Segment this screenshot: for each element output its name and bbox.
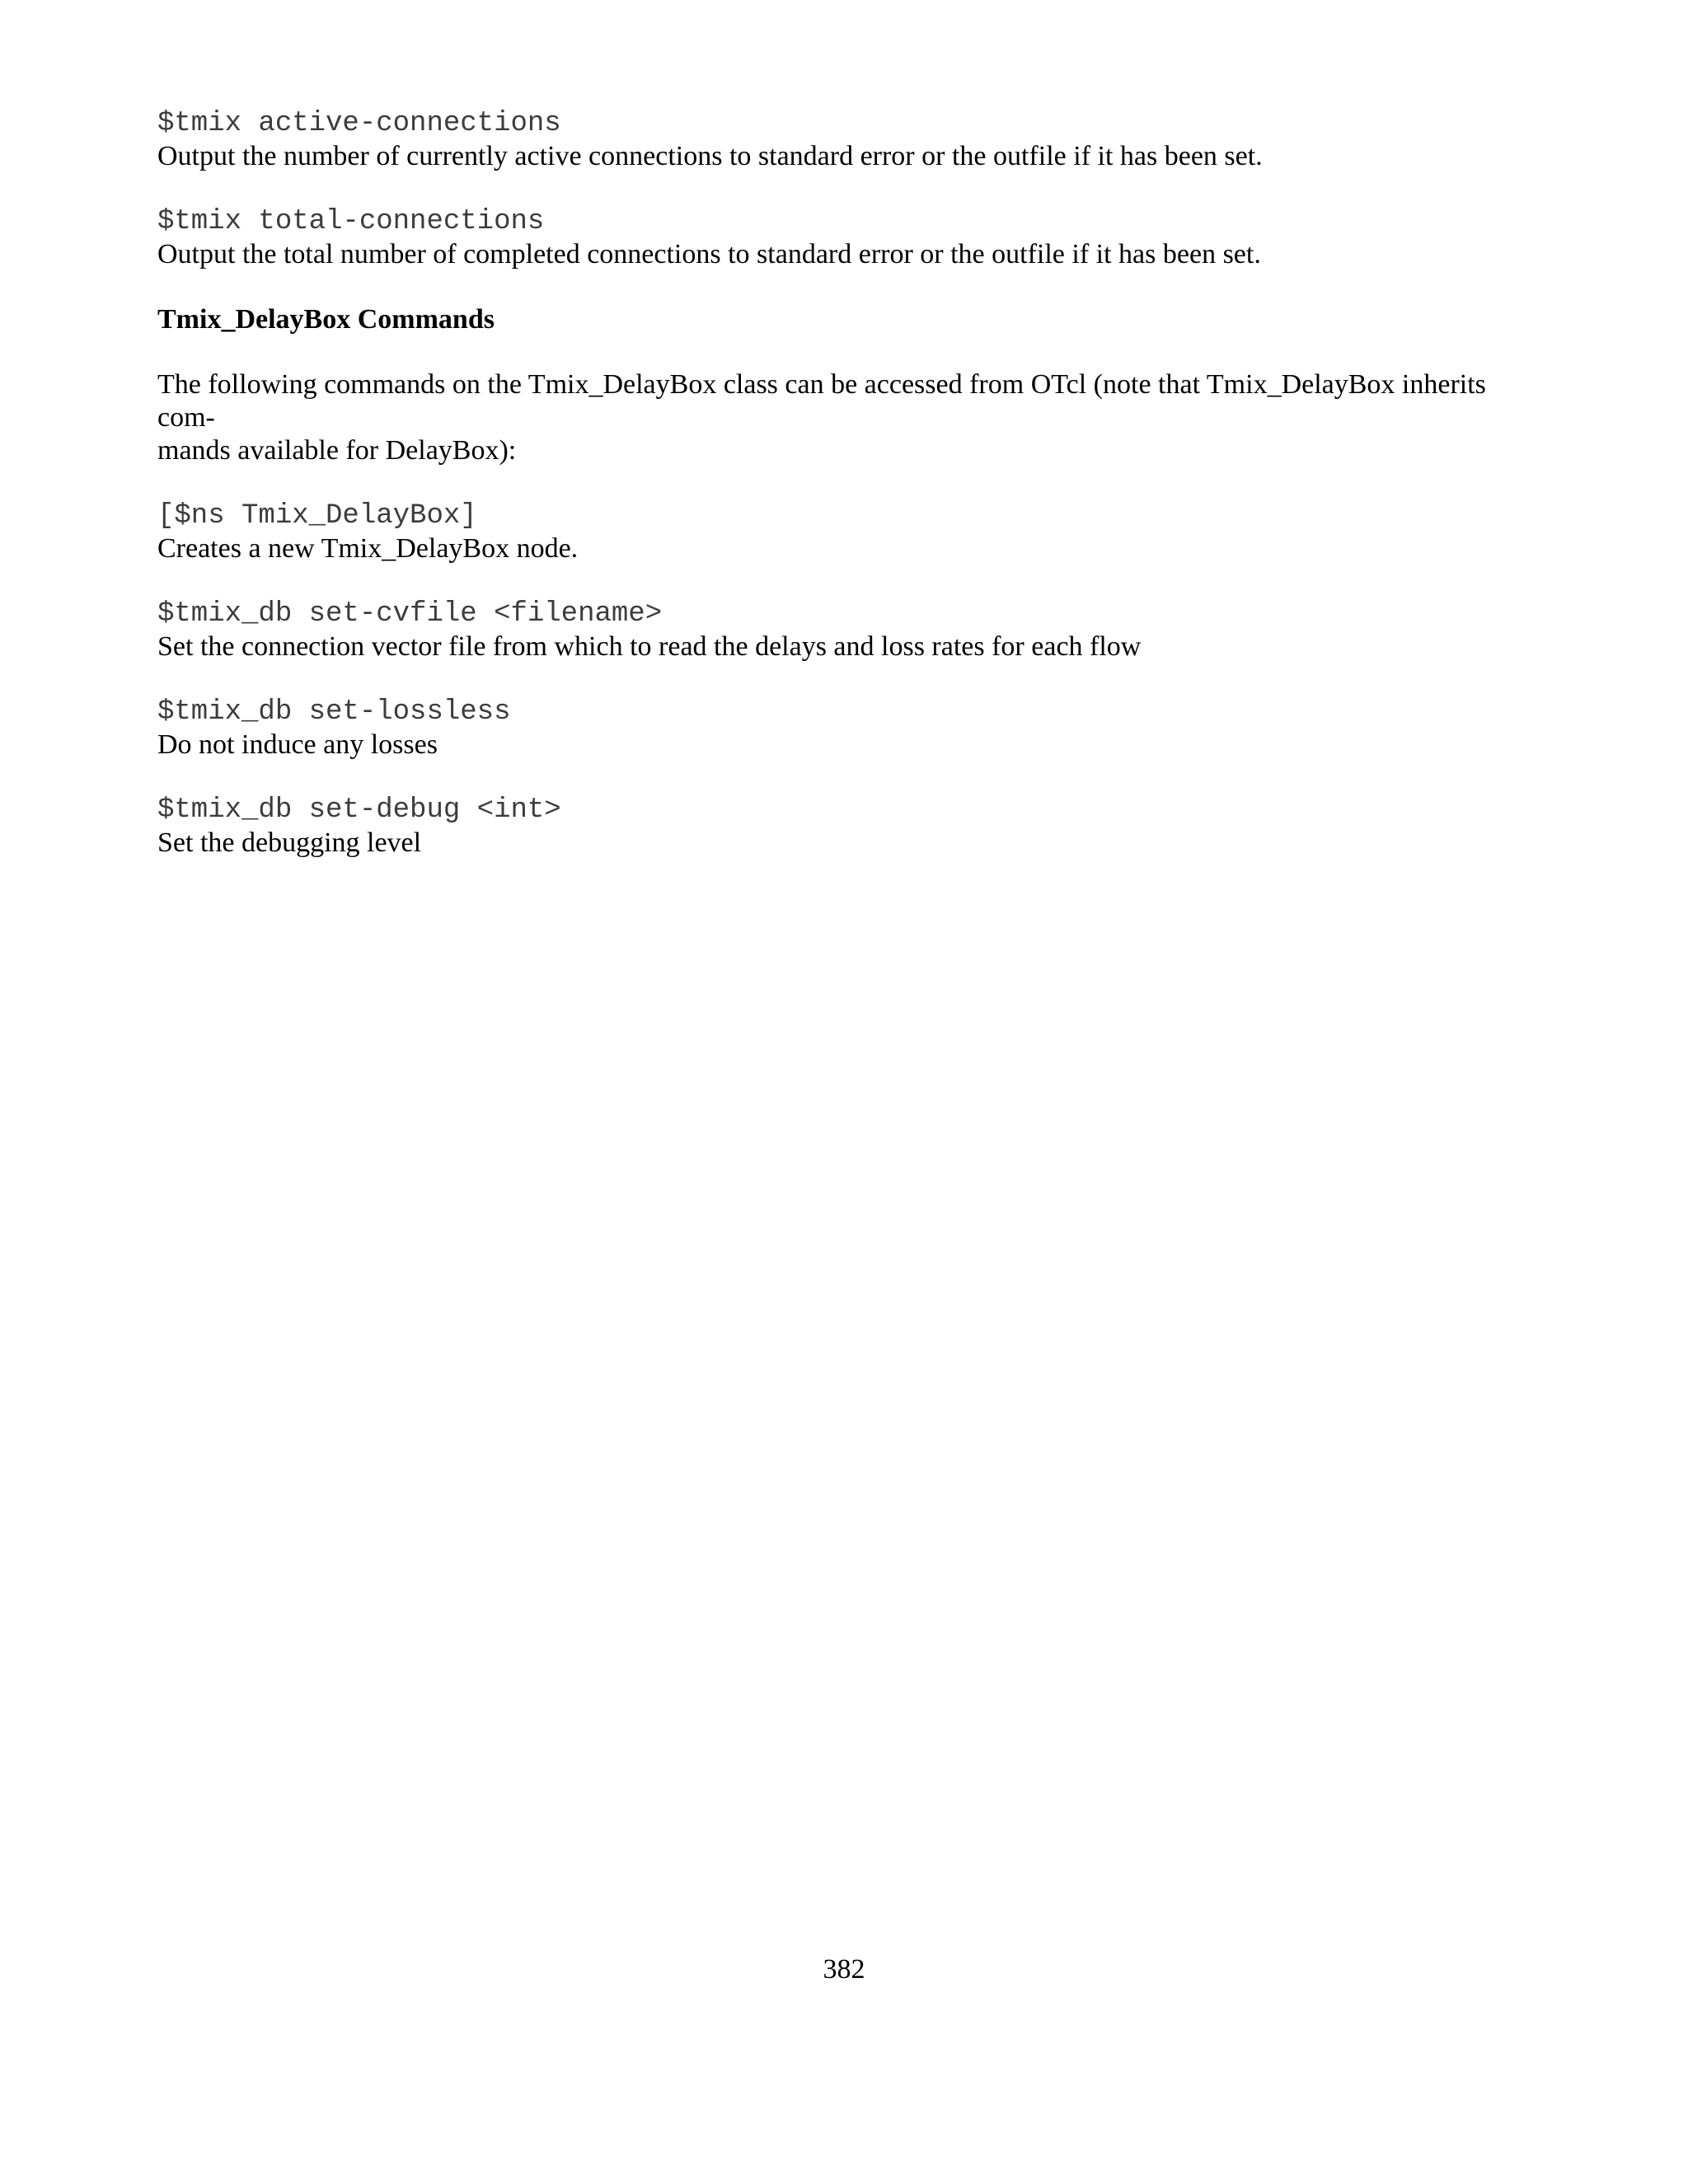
- page-content: [157, 107, 1542, 892]
- section-heading: Tmix_DelayBox Commands: [157, 304, 495, 335]
- command-description: Do not induce any losses: [157, 729, 438, 760]
- intro-line-1: The following commands on the Tmix_DelayBox class can be accessed from OTcl (note that Tmix_DelayBox inherits com-: [157, 369, 1486, 433]
- command-syntax: [$ns Tmix_DelayBox]: [157, 500, 477, 532]
- command-syntax: $tmix active-connections: [157, 108, 561, 139]
- command-description: Set the connection vector file from which to read the delays and loss rates for each flow: [157, 631, 1142, 662]
- command-syntax: $tmix_db set-cvfile <filename>: [157, 598, 663, 630]
- command-syntax: $tmix_db set-lossless: [157, 696, 511, 728]
- command-description: Output the number of currently active connections to standard error or the outfile if it has been set.: [157, 141, 1263, 171]
- command-entry-set-debug: [157, 794, 1542, 860]
- command-syntax: $tmix total-connections: [157, 206, 545, 237]
- command-entry-active-connections: [157, 107, 1542, 173]
- command-description: Set the debugging level: [157, 827, 422, 858]
- command-entry-set-cvfile: [157, 598, 1542, 663]
- command-description: Output the total number of completed connections to standard error or the outfile if it has been set.: [157, 239, 1261, 269]
- command-entry-new-node: [157, 499, 1542, 565]
- page-number: 382: [823, 1954, 865, 1985]
- command-syntax: $tmix_db set-debug <int>: [157, 794, 561, 826]
- command-entry-set-lossless: [157, 696, 1542, 762]
- command-description: Creates a new Tmix_DelayBox node.: [157, 533, 579, 564]
- command-entry-total-connections: [157, 205, 1542, 271]
- section-intro-paragraph: [157, 368, 1542, 467]
- intro-line-2: mands available for DelayBox):: [157, 435, 517, 466]
